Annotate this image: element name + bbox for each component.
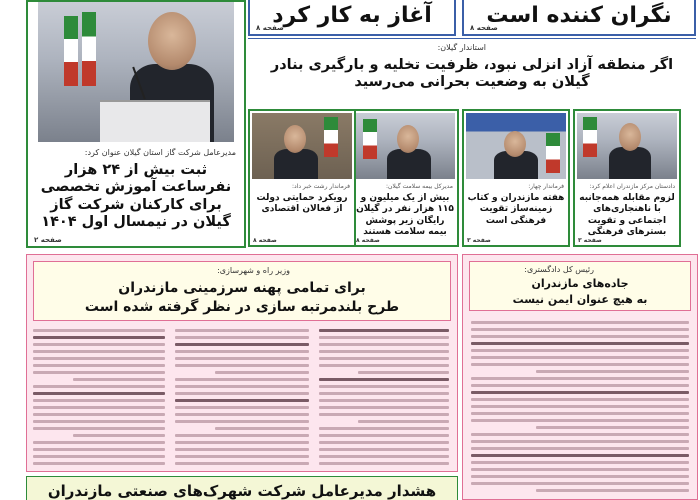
news-title: لزوم مقابله همه‌جانبه با ناهنجاری‌های اجتماعی و تقویت بسترهای فرهنگی	[579, 193, 675, 237]
news-page: صفحه ۸	[356, 237, 380, 244]
flag-icon	[82, 12, 96, 86]
news-title: رویکرد حمایتی دولت از فعالان اقتصادی	[256, 193, 348, 215]
article-kicker: وزیر راه و شهرسازی:	[217, 266, 290, 275]
article-text-column	[319, 325, 449, 469]
article-headline-line-1: برای تمامی پهنه سرزمینی مازندران	[118, 280, 366, 296]
article-text-column	[471, 317, 689, 497]
housing-minister-article[interactable]	[26, 254, 458, 472]
top-story-right-headline: نگران کننده است	[486, 3, 672, 28]
news-page: صفحه ۳	[578, 237, 602, 244]
news-photo	[466, 113, 566, 179]
news-box-governor[interactable]	[462, 109, 570, 247]
article-headline-line-2: به هیچ عنوان ایمن نیست	[512, 293, 648, 306]
judiciary-article[interactable]	[462, 254, 698, 500]
article-headline-box	[469, 261, 691, 311]
news-box-rasht-governor[interactable]	[248, 109, 356, 247]
lead-headline: اگر منطقه آزاد انزلی نبود، ظرفیت تخلیه و بارگیری بنادر گیلان به وضعیت بحرانی می‌رسید	[270, 57, 674, 91]
industrial-parks-story[interactable]	[26, 476, 458, 500]
article-kicker: رئیس کل دادگستری:	[524, 265, 594, 274]
news-page: صفحه ۳	[467, 237, 491, 244]
top-story-right-page: صفحه ۸	[470, 24, 498, 32]
story-page: صفحه ۲	[34, 236, 62, 244]
article-text-column	[175, 325, 309, 469]
story-headline: ثبت بیش از ۲۴ هزار نفرساعت آموزش تخصصی برای کارکنان شرکت گاز گیلان در نیمسال اول ۱۴۰۴	[40, 162, 232, 231]
top-story-right[interactable]	[462, 0, 696, 36]
news-photo	[577, 113, 677, 179]
gas-company-story[interactable]	[26, 0, 246, 248]
news-box-health-insurance[interactable]	[351, 109, 459, 247]
top-story-left[interactable]	[248, 0, 456, 36]
news-title: هفته مازندران و کتاب زمینه‌ساز تقویت فرهنگی است	[467, 193, 565, 226]
article-headline-box	[33, 261, 451, 321]
bottom-headline: هشدار مدیرعامل شرکت شهرک‌های صنعتی مازندران	[47, 482, 437, 500]
lead-kicker: استاندار گیلان:	[437, 43, 486, 52]
article-headline-line-2: طرح بلندمرتبه سازی در نظر گرفته شده است	[84, 299, 400, 315]
lead-story[interactable]	[248, 38, 696, 108]
news-photo	[252, 113, 352, 179]
news-kicker: فرماندار رشت خبر داد:	[291, 183, 350, 190]
news-kicker: دادستان مرکز مازندران اعلام کرد:	[589, 183, 675, 190]
top-story-left-page: صفحه ۸	[256, 24, 284, 32]
news-title: بیش از یک میلیون و ۱۱۵ هزار نفر در گیلان رایگان زیر پوشش بیمه سلامت هستند	[356, 193, 454, 237]
flag-icon	[64, 16, 78, 86]
news-photo	[355, 113, 455, 179]
story-kicker: مدیرعامل شرکت گاز استان گیلان عنوان کرد:	[84, 148, 236, 157]
news-box-prosecutor[interactable]	[573, 109, 681, 247]
news-kicker: فرماندار چهار:	[528, 183, 564, 190]
top-story-left-headline: آغاز به کار کرد	[272, 3, 432, 28]
article-text-column	[33, 325, 165, 469]
news-page: صفحه ۸	[253, 237, 277, 244]
news-kicker: مدیرکل بیمه سلامت گیلان:	[385, 183, 453, 190]
speaker-photo	[38, 2, 234, 142]
article-headline-line-1: جاده‌های مازندران	[531, 277, 629, 290]
